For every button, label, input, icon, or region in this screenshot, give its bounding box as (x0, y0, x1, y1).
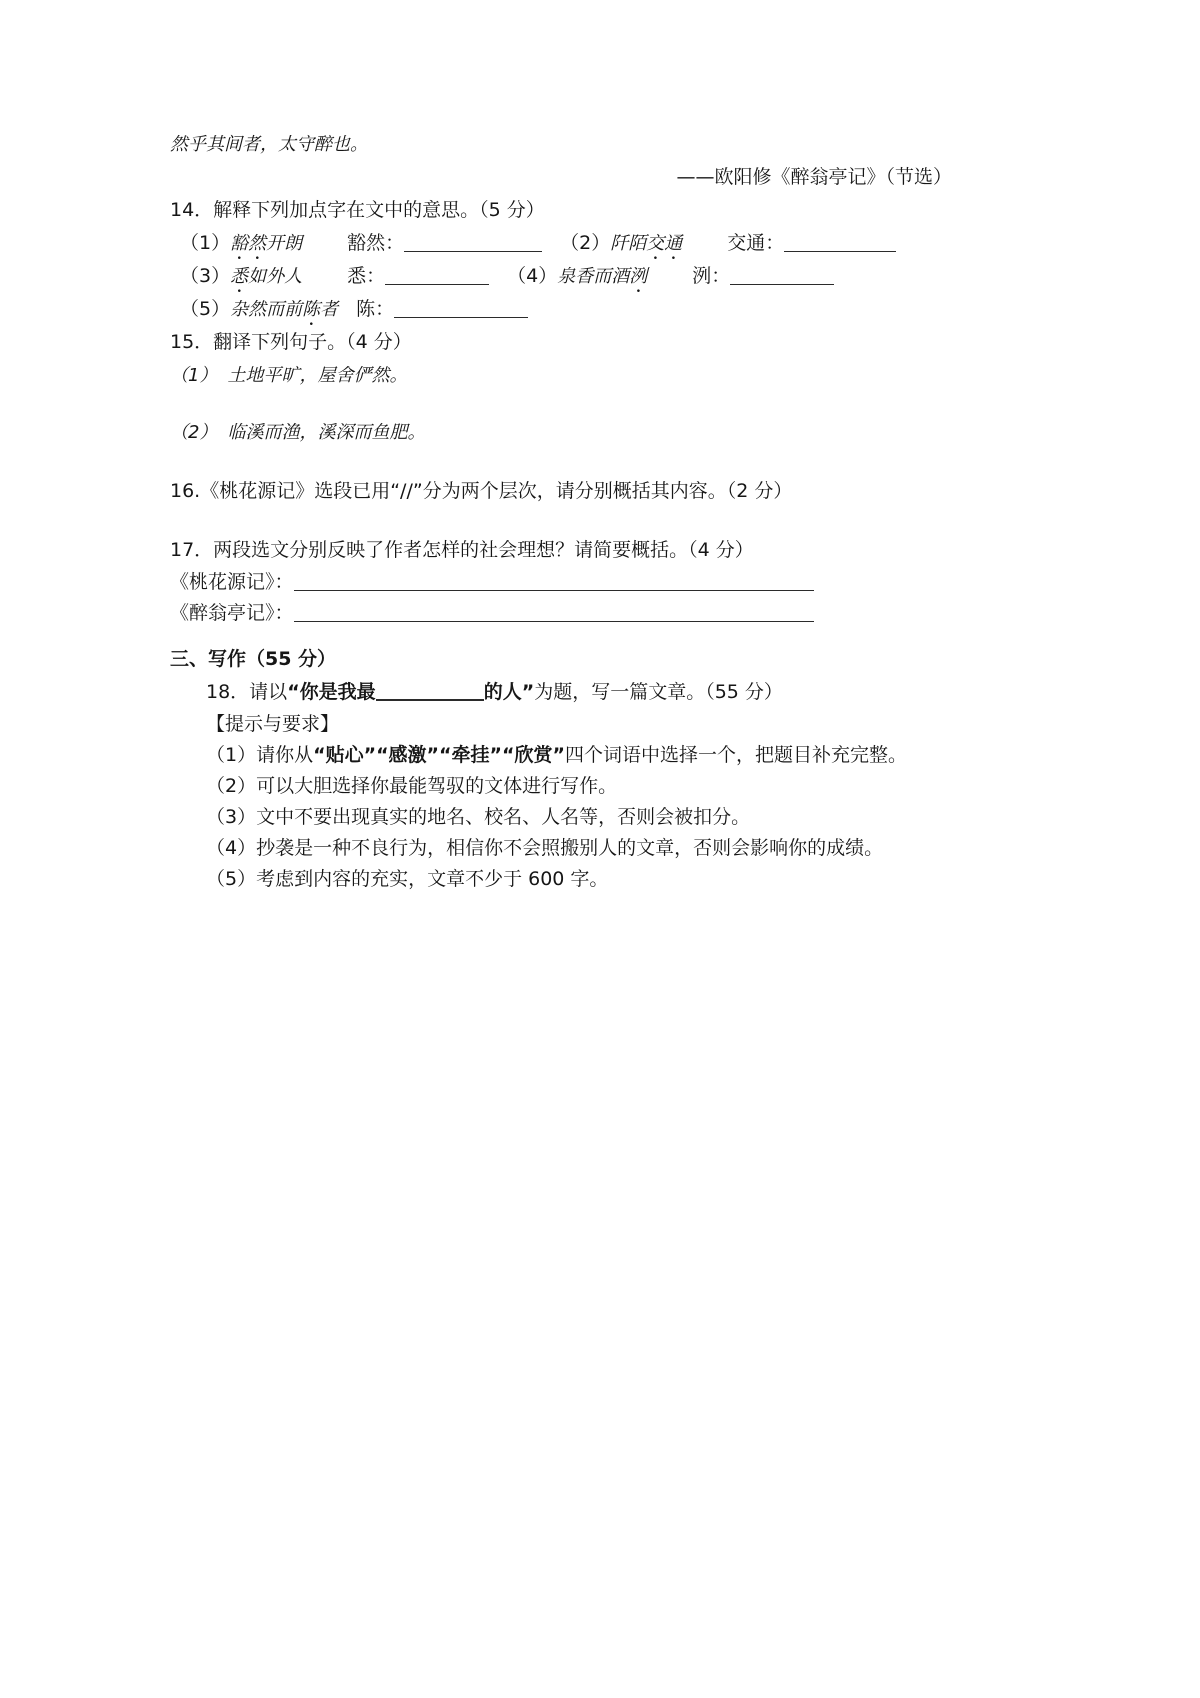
q14-item-1-number: （1） (180, 232, 231, 254)
hint-1-bold-words: “贴心”“感激”“牵挂”“欣赏” (313, 744, 565, 766)
q14-item-2-number: （2） (560, 232, 611, 254)
hint-5: （5）考虑到内容的充实，文章不少于 600 字。 (206, 868, 609, 890)
q14-item-5-term: 陈： (356, 298, 395, 320)
document-content (170, 128, 952, 895)
q14-item-3-phrase (230, 266, 302, 287)
hint-1-post: 四个词语中选择一个，把题目补充完整。 (565, 744, 908, 766)
q14-item-5-phrase-dotted: 陈 (302, 299, 321, 320)
q15-item-1 (170, 359, 952, 392)
answer-space (170, 449, 952, 475)
question-16-title: 16.《桃花源记》选段已用“//”分为两个层次，请分别概括其内容。（2 分） (170, 480, 793, 502)
question-17-title: 17．两段选文分别反映了作者怎样的社会理想？请简要概括。（4 分） (170, 539, 754, 561)
q14-item-5-phrase-post: 者 (320, 299, 339, 320)
q17-label-zuiwengtingji: 《醉翁亭记》： (170, 602, 294, 624)
q14-item-4-phrase (557, 266, 647, 287)
question-14-title: 14．解释下列加点字在文中的意思。（5 分） (170, 199, 545, 221)
hint-1 (170, 740, 952, 771)
hint-1-pre: （1）请你从 (206, 744, 314, 766)
q15-item-1-number: （1） (170, 365, 218, 386)
answer-blank (784, 232, 896, 252)
q14-item-2-phrase-pre: 阡陌 (610, 233, 647, 254)
q14-item-4-phrase-dotted: 洌 (629, 266, 648, 287)
question-15-title: 15．翻译下列句子。（4 分） (170, 331, 412, 353)
q14-item-1-phrase (230, 233, 302, 254)
q14-item-2-phrase (610, 233, 682, 254)
q15-item-2-sentence: 临溪而渔，溪深而鱼肥。 (227, 422, 426, 443)
hint-3: （3）文中不要出现真实的地名、校名、人名等，否则会被扣分。 (206, 806, 751, 828)
attribution-line: ——欧阳修《醉翁亭记》（节选） (676, 166, 952, 188)
q14-item-2-term: 交通： (727, 232, 785, 254)
passage-closing-line: 然乎其间者，太守醉也。 (170, 134, 368, 155)
q14-item-3-phrase-dotted: 悉 (230, 266, 249, 287)
q14-row-2 (170, 260, 952, 293)
q14-item-2-phrase-dotted: 交通 (646, 233, 683, 254)
q17-label-taohuayuanji: 《桃花源记》： (170, 571, 294, 593)
q14-item-4-phrase-pre: 泉香而酒 (557, 266, 630, 287)
q14-item-3-term: 悉： (347, 265, 386, 287)
q14-row-1 (170, 227, 952, 260)
title-blank (376, 680, 484, 701)
q18-bold-pre: “你是我最 (287, 681, 376, 703)
q14-row-3 (170, 293, 952, 326)
q14-item-1-term: 豁然： (347, 232, 405, 254)
answer-blank (294, 602, 814, 622)
q17-answer-line-1 (170, 567, 952, 598)
q15-item-2 (170, 416, 952, 449)
q14-item-1-phrase-post: 开朗 (266, 233, 303, 254)
q18-prefix: 18．请以 (206, 681, 288, 703)
answer-space (170, 392, 952, 416)
q14-item-4-number: （4） (507, 265, 558, 287)
q18-suffix: 为题，写一篇文章。（55 分） (534, 681, 783, 703)
answer-space (170, 508, 952, 534)
q14-item-1-phrase-dotted: 豁然 (230, 233, 267, 254)
section-3-heading: 三、写作（55 分） (170, 648, 337, 670)
q15-item-2-number: （2） (170, 422, 218, 443)
q14-item-5-phrase (230, 299, 338, 320)
q15-item-1-sentence: 土地平旷，屋舍俨然。 (227, 365, 408, 386)
hints-title: 【提示与要求】 (206, 713, 340, 735)
hint-4: （4）抄袭是一种不良行为，相信你不会照搬别人的文章，否则会影响你的成绩。 (206, 837, 884, 859)
section-gap (170, 629, 952, 643)
hint-2: （2）可以大胆选择你最能驾驭的文体进行写作。 (206, 775, 618, 797)
answer-blank (394, 298, 528, 318)
q14-item-4-term: 洌： (692, 265, 731, 287)
q18-bold-post: 的人” (483, 681, 535, 703)
answer-blank (385, 265, 489, 285)
q17-answer-line-2 (170, 598, 952, 629)
answer-blank (404, 232, 542, 252)
q14-item-5-phrase-pre: 杂然而前 (230, 299, 303, 320)
q14-item-3-phrase-post: 如外人 (248, 266, 303, 287)
answer-blank (294, 571, 814, 591)
q14-item-3-number: （3） (180, 265, 231, 287)
q14-item-5-number: （5） (180, 298, 231, 320)
answer-blank (730, 265, 834, 285)
question-18-title (170, 676, 952, 709)
